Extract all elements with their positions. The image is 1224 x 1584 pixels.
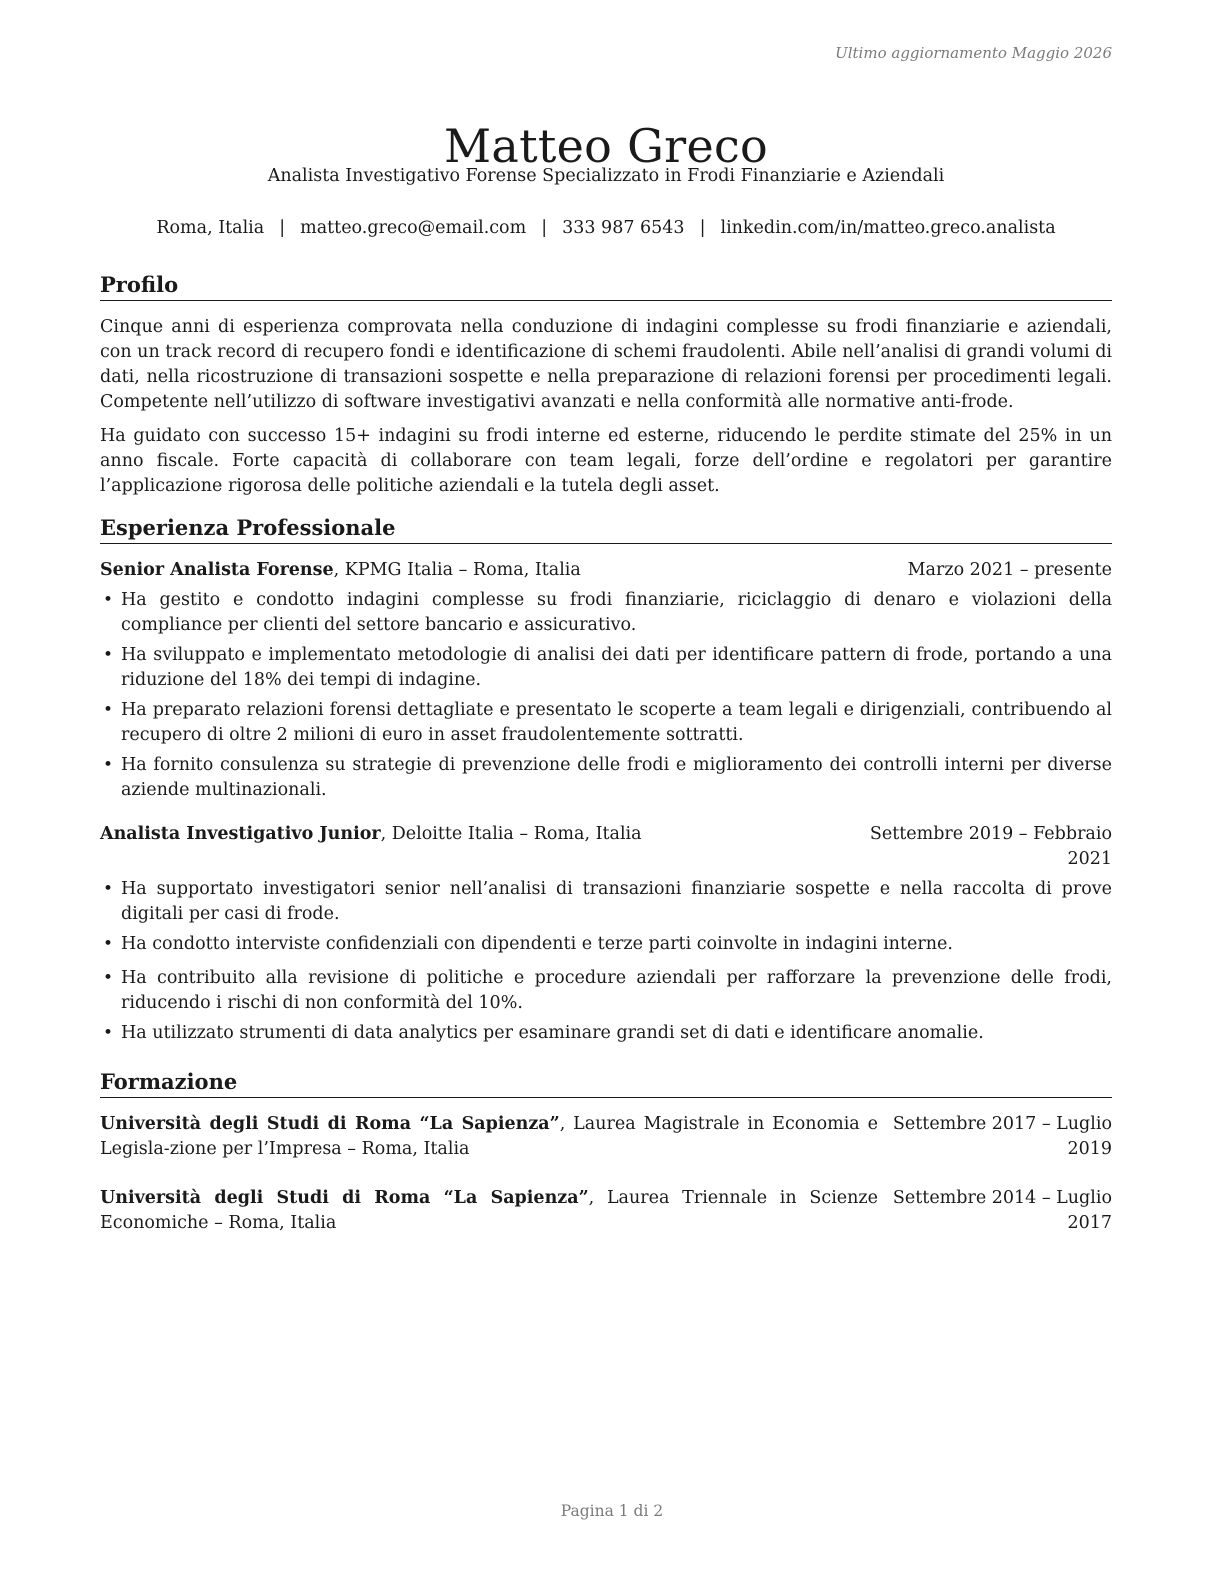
education-entry [100, 1112, 1112, 1162]
list-item: • Ha fornito consulenza su strategie di prevenzione delle frodi e miglioramento dei controlli interni per diverse aziende multinazionali. [103, 755, 1112, 800]
candidate-name: Matteo Greco [443, 118, 769, 173]
education-dates: Settembre 2017 – Luglio 2019 [892, 1114, 1112, 1159]
education-section [100, 1068, 1112, 1236]
section-title-education: Formazione [100, 1068, 1112, 1098]
section-title-experience: Esperienza Professionale [100, 514, 1112, 544]
job-dates: Marzo 2021 – presente [907, 560, 1112, 580]
education-entry [100, 1186, 1112, 1236]
list-item: • Ha preparato relazioni forensi dettagliate e presentato le scoperte a team legali e dirigenziali, contribuendo al recupero di oltre 2 milioni di euro in asset fraudolentemente sottratti. [103, 700, 1112, 745]
list-item: • Ha gestito e condotto indagini complesse su frodi finanziarie, riciclaggio di denaro e violazioni della compliance per clienti del settore bancario e assicurativo. [103, 590, 1112, 635]
job-company: , Deloitte Italia – Roma, Italia [380, 824, 642, 844]
bullet-icon: • [103, 879, 114, 899]
contact-separator: | [541, 218, 548, 238]
section-title-profile: Profilo [100, 271, 1112, 301]
contact-phone[interactable]: 333 987 6543 [562, 218, 685, 238]
education-dates: Settembre 2014 – Luglio 2017 [892, 1188, 1112, 1233]
list-item: • Ha sviluppato e implementato metodologie di analisi dei dati per identificare pattern di frode, portando a una riduzione del 18% dei tempi di indagine. [103, 645, 1112, 690]
job-entry [100, 822, 1112, 1046]
job-header [100, 558, 1112, 583]
profile-section [100, 271, 1112, 499]
education-degree: , Laurea Triennale in Scienze Economiche – Roma, Italia [100, 1188, 879, 1233]
contact-email[interactable]: matteo.greco@email.com [300, 218, 527, 238]
experience-section [100, 514, 1112, 1051]
list-item: • Ha condotto interviste confidenziali con dipendenti e terze parti coinvolte in indagini interne. [100, 932, 1112, 957]
job-header [100, 822, 1112, 872]
education-school: Università degli Studi di Roma “La Sapienza” [100, 1188, 589, 1208]
list-item: • Ha supportato investigatori senior nell’analisi di transazioni finanziarie sospette e nella raccolta di prove digitali per casi di frode. [103, 879, 1112, 924]
profile-paragraph: Cinque anni di esperienza comprovata nella conduzione di indagini complesse su frodi finanziarie e aziendali, con un track record di recupero fondi e identificazione di schemi fraudolenti. Abile nell’analisi di grandi volumi di dati, nella ricostruzione di transazioni sospette e nella preparazione di relazioni forensi per procedimenti legali. Competente nell’utilizzo di software investigativi avanzati e nella conformità alle normative anti-frode. [100, 317, 1112, 412]
bullet-icon: • [103, 1023, 114, 1043]
list-item: • Ha utilizzato strumenti di data analytics per esaminare grandi set di dati e identificare anomalie. [100, 1021, 1112, 1046]
job-role: Senior Analista Forense [100, 560, 334, 580]
job-role: Analista Investigativo Junior [100, 824, 381, 844]
page-number: Pagina 1 di 2 [560, 1502, 664, 1520]
job-bullets [100, 588, 1112, 803]
bullet-icon: • [103, 700, 114, 720]
candidate-headline: Analista Investigativo Forense Specializzato in Frodi Finanziarie e Aziendali [267, 166, 945, 186]
contact-separator: | [279, 218, 286, 238]
job-dates: Settembre 2019 – Febbraio 2021 [869, 824, 1112, 869]
profile-paragraph: Ha guidato con successo 15+ indagini su frodi interne ed esterne, riducendo le perdite stimate del 25% in un anno fiscale. Forte capacità di collaborare con team legali, forze dell’ordine e regolatori per garantire l’applicazione rigorosa delle politiche aziendali e la tutela degli asset. [100, 426, 1112, 496]
contact-separator: | [699, 218, 706, 238]
job-bullets [100, 877, 1112, 1046]
job-company: , KPMG Italia – Roma, Italia [333, 560, 581, 580]
contact-line [100, 218, 1112, 238]
education-degree: , Laurea Magistrale in Economia e Legisla-zione per l’Impresa – Roma, Italia [100, 1114, 878, 1159]
bullet-icon: • [103, 645, 114, 665]
bullet-icon: • [103, 755, 114, 775]
list-item: • Ha contribuito alla revisione di politiche e procedure aziendali per rafforzare la prevenzione delle frodi, riducendo i rischi di non conformità del 10%. [103, 968, 1112, 1013]
resume-page [100, 0, 1112, 1584]
education-school: Università degli Studi di Roma “La Sapienza” [100, 1114, 560, 1134]
job-entry [100, 558, 1112, 803]
bullet-icon: • [103, 968, 114, 988]
bullet-icon: • [103, 934, 114, 954]
contact-linkedin[interactable]: linkedin.com/in/matteo.greco.analista [720, 218, 1056, 238]
bullet-icon: • [103, 590, 114, 610]
last-updated-note: Ultimo aggiornamento Maggio 2026 [835, 44, 1112, 62]
contact-location: Roma, Italia [156, 218, 265, 238]
